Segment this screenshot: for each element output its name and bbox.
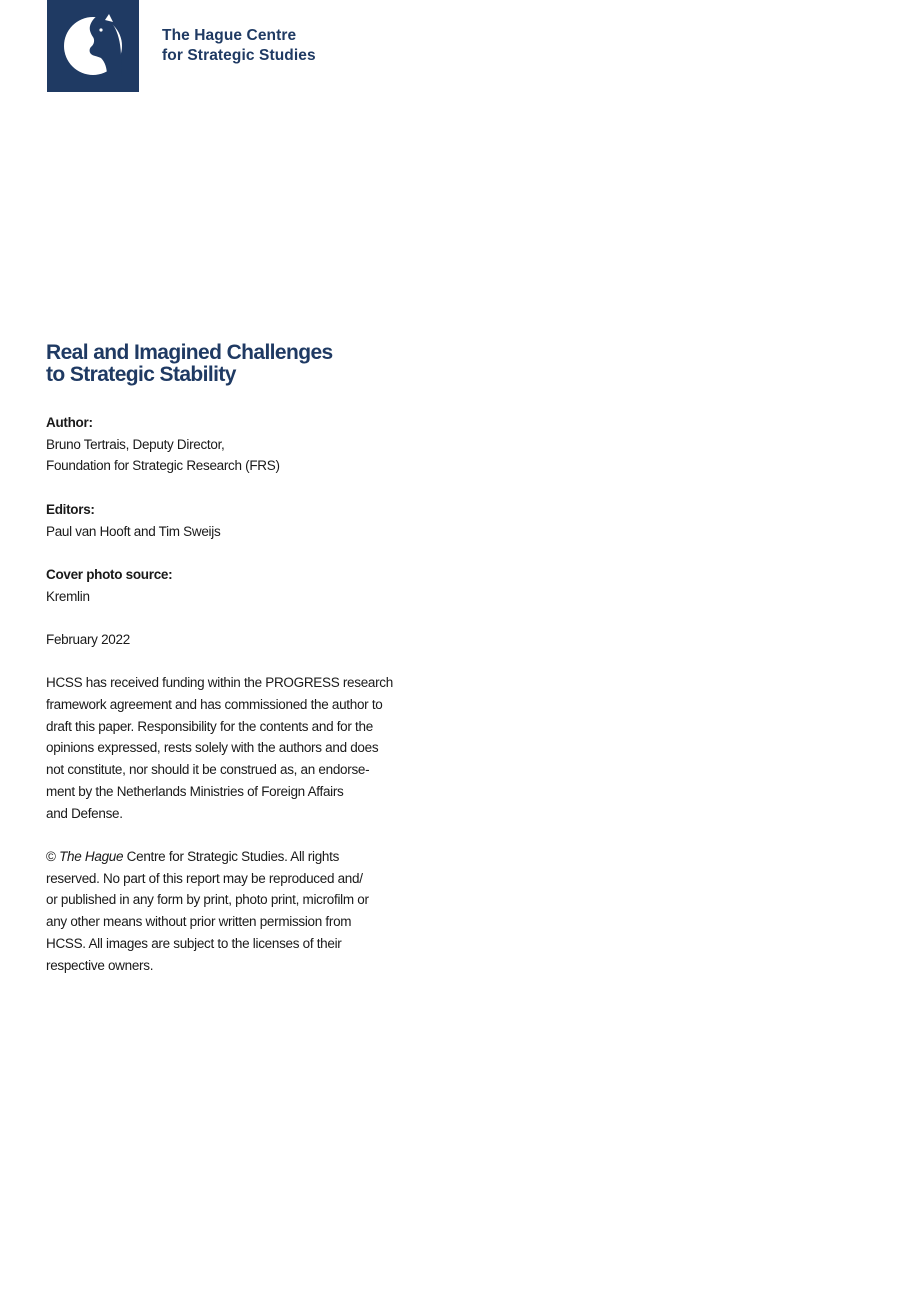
cover-photo-section bbox=[46, 564, 426, 607]
funding-line: draft this paper. Responsibility for the contents and for the bbox=[46, 718, 373, 734]
copyright-line: HCSS. All images are subject to the licenses of their bbox=[46, 935, 342, 951]
copyright-line: or published in any form by print, photo print, microfilm or bbox=[46, 892, 369, 908]
funding-line: and Defense. bbox=[46, 805, 123, 821]
editors-names: Paul van Hooft and Tim Sweijs bbox=[46, 523, 221, 539]
copyright-line-1 bbox=[46, 846, 426, 868]
cover-photo-source: Kremlin bbox=[46, 588, 90, 604]
org-name-line-2: for Strategic Studies bbox=[162, 47, 316, 64]
org-name-line-1: The Hague Centre bbox=[162, 27, 297, 44]
horse-head-icon bbox=[47, 0, 139, 92]
colophon bbox=[46, 342, 426, 976]
organization-name bbox=[162, 26, 316, 66]
funding-line: ment by the Netherlands Ministries of Foreign Affairs bbox=[46, 783, 344, 799]
copyright-italic-text: The Hague bbox=[59, 848, 124, 864]
author-label: Author: bbox=[46, 415, 93, 430]
copyright-line-1-rest: Centre for Strategic Studies. All rights bbox=[123, 848, 340, 864]
copyright-line: respective owners. bbox=[46, 957, 154, 973]
funding-line: HCSS has received funding within the PROGRESS research bbox=[46, 675, 393, 691]
funding-line: not constitute, nor should it be construed as, an endorse- bbox=[46, 762, 370, 778]
date-section bbox=[46, 629, 426, 651]
editors-section bbox=[46, 499, 426, 542]
copyright-notice bbox=[46, 846, 426, 976]
author-section bbox=[46, 412, 426, 477]
title-line-2: to Strategic Stability bbox=[46, 363, 236, 386]
author-line-2: Foundation for Strategic Research (FRS) bbox=[46, 458, 280, 474]
author-line-1: Bruno Tertrais, Deputy Director, bbox=[46, 436, 225, 452]
copyright-line: any other means without prior written permission from bbox=[46, 914, 352, 930]
funding-line: framework agreement and has commissioned the author to bbox=[46, 697, 383, 713]
editors-label: Editors: bbox=[46, 501, 95, 517]
hcss-logo bbox=[47, 0, 139, 92]
copyright-symbol: © bbox=[46, 848, 60, 864]
funding-disclaimer bbox=[46, 672, 426, 824]
document-title bbox=[46, 342, 426, 386]
copyright-line: reserved. No part of this report may be reproduced and/ bbox=[46, 870, 363, 886]
cover-photo-label: Cover photo source: bbox=[46, 566, 173, 582]
publication-date: February 2022 bbox=[46, 631, 130, 647]
funding-line: opinions expressed, rests solely with the authors and does bbox=[46, 740, 379, 756]
title-line-1: Real and Imagined Challenges bbox=[46, 341, 333, 364]
